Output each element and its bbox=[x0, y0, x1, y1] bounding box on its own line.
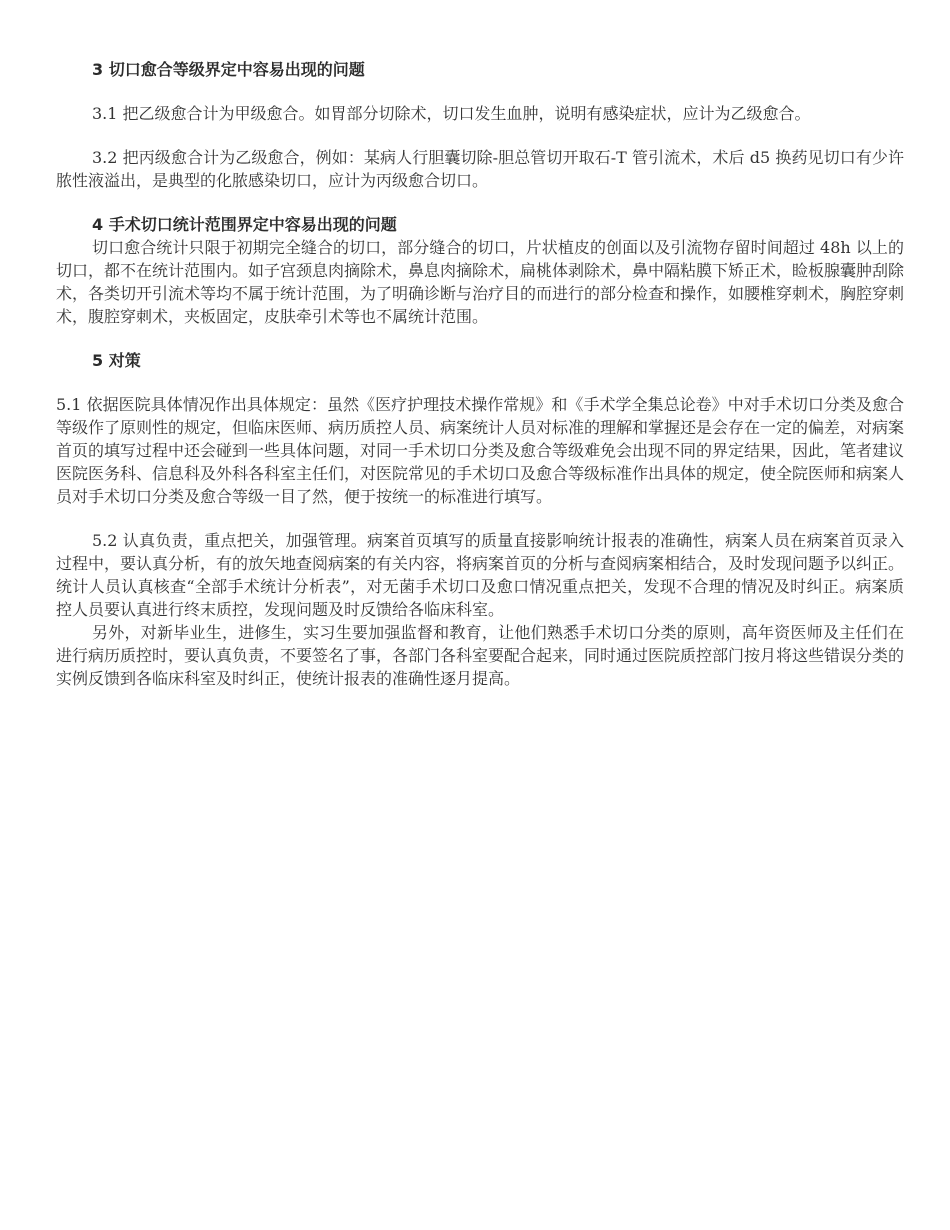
paragraph-closing: 另外，对新毕业生，进修生，实习生要加强监督和教育，让他们熟悉手术切口分类的原则，高年资医师及主任们在进行病历质控时，要认真负责，不要签名了事，各部门各科室要配合起来，同时通过医院质控部门按月将这些错误分类的实例反馈到各临床科室及时纠正，使统计报表的准确性逐月提高。 bbox=[56, 623, 905, 688]
paragraph-5-2: 5.2 认真负责，重点把关，加强管理。病案首页填写的质量直接影响统计报表的准确性，病案人员在病案首页录入过程中，要认真分析，有的放矢地查阅病案的有关内容，将病案首页的分析与查阅病案相结合，及时发现问题予以纠正。统计人员认真核查“全部手术统计分析表”，对无菌手术切口及愈口情况重点把关，发现不合理的情况及时纠正。病案质控人员要认真进行终末质控，发现问题及时反馈给各临床科室。 bbox=[56, 531, 905, 619]
section-5-heading: 5 对策 bbox=[92, 351, 141, 370]
paragraph-3-1: 3.1 把乙级愈合计为甲级愈合。如胃部分切除术，切口发生血肿，说明有感染症状，应计为乙级愈合。 bbox=[92, 104, 811, 123]
section-3-heading: 3 切口愈合等级界定中容易出现的问题 bbox=[92, 60, 365, 79]
document-page bbox=[56, 58, 904, 690]
paragraph-4-body: 切口愈合统计只限于初期完全缝合的切口，部分缝合的切口，片状植皮的创面以及引流物存留时间超过 48h 以上的切口，都不在统计范围内。如子宫颈息肉摘除术，鼻息肉摘除术，扁桃体剥除术，鼻中隔粘膜下矫正术，睑板腺囊肿刮除术，各类切开引流术等均不属于统计范围，为了明确诊断与治疗目的而进行的部分检查和操作，如腰椎穿刺术，胸腔穿刺术，腹腔穿刺术，夹板固定，皮肤牵引术等也不属统计范围。 bbox=[56, 238, 905, 326]
paragraph-5-1: 5.1 依据医院具体情况作出具体规定：虽然《医疗护理技术操作常规》和《手术学全集总论卷》中对手术切口分类及愈合等级作了原则性的规定，但临床医师、病历质控人员、病案统计人员对标准的理解和掌握还是会存在一定的偏差，对病案首页的填写过程中还会碰到一些具体问题，对同一手术切口分类及愈合等级难免会出现不同的界定结果，因此，笔者建议医院医务科、信息科及外科各科室主任们，对医院常见的手术切口及愈合等级标准作出具体的规定，使全院医师和病案人员对手术切口分类及愈合等级一目了然，便于按统一的标准进行填写。 bbox=[56, 395, 905, 506]
paragraph-3-2: 3.2 把丙级愈合计为乙级愈合，例如：某病人行胆囊切除-胆总管切开取石-T 管引流术，术后 d5 换药见切口有少许脓性液溢出，是典型的化脓感染切口，应计为丙级愈合切口。 bbox=[56, 148, 904, 190]
section-4-heading: 4 手术切口统计范围界定中容易出现的问题 bbox=[92, 215, 397, 234]
